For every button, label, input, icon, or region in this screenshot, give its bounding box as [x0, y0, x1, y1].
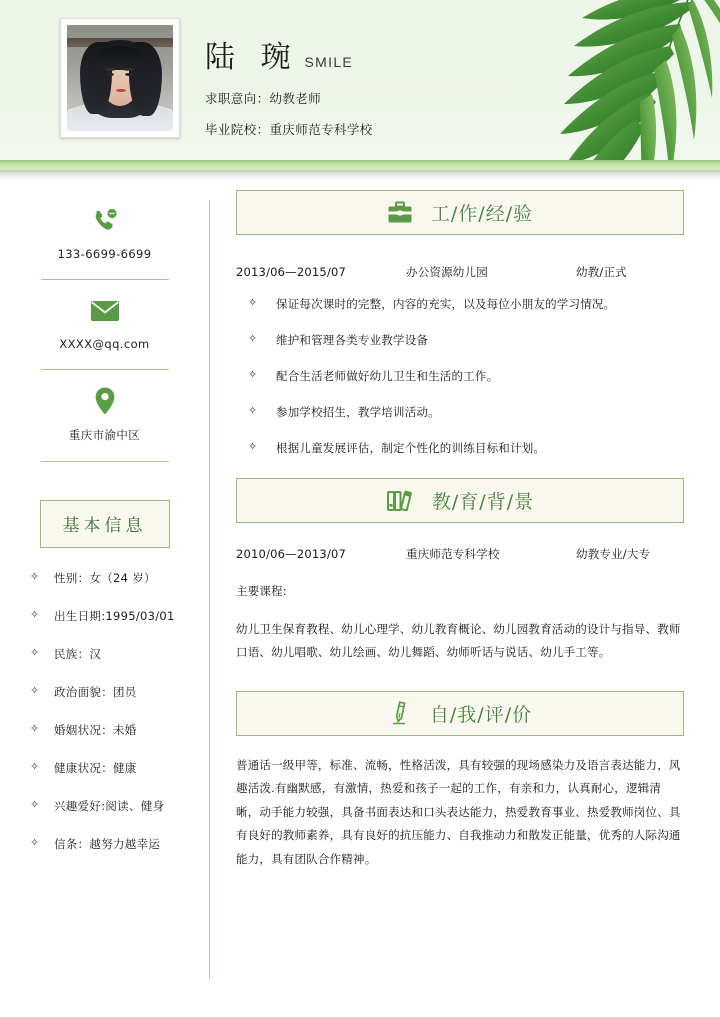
diamond-bullet-icon: ✧	[30, 722, 40, 735]
diamond-bullet-icon: ✧	[30, 836, 40, 849]
profile-photo-image	[67, 25, 173, 131]
briefcase-icon	[387, 201, 413, 225]
list-item	[248, 296, 684, 312]
envelope-icon	[0, 296, 209, 326]
list-item	[30, 608, 209, 624]
contact-location	[0, 370, 209, 457]
list-item	[30, 760, 209, 776]
diamond-bullet-icon: ✧	[248, 404, 258, 417]
candidate-name: 陆 琬	[205, 40, 299, 75]
candidate-name-english: SMILE	[304, 54, 354, 70]
main-content	[236, 190, 684, 872]
contact-phone	[0, 190, 209, 275]
diamond-bullet-icon: ✧	[30, 798, 40, 811]
education-school: 重庆师范专科学校	[406, 547, 500, 561]
education-entry-header	[236, 543, 684, 566]
self-evaluation-text: 普通话一级甲等，标准、流畅，性格活泼，具有较强的现场感染力及语言表达能力，风趣活泼.有幽默感，有激情，热爱和孩子一起的工作，有亲和力，认真耐心，逻辑清晰，动手能力较强，具备书面表达和口头表达能力，热爱教育事业、热爱教师岗位、具有良好的教师素养，具有良好的抗压能力、自我推动力和散发正能量，优秀的人际沟通能力，具有团队合作精神。	[236, 757, 681, 866]
diamond-bullet-icon: ✧	[248, 296, 258, 309]
education-major: 幼教专业/大专	[576, 547, 651, 561]
resume-header	[0, 0, 720, 160]
diamond-bullet-icon: ✧	[30, 684, 40, 697]
list-item	[30, 570, 209, 586]
work-bullet-text: 配合生活老师做好幼儿卫生和生活的工作。	[276, 369, 499, 383]
work-bullet-text: 保证每次课时的完整，内容的充实，以及每位小朋友的学习情况。	[276, 297, 616, 311]
phone-number: 133-6699-6699	[57, 247, 152, 261]
diamond-bullet-icon: ✧	[30, 570, 40, 583]
diamond-bullet-icon: ✧	[248, 440, 258, 453]
basic-info-value: 婚姻状况：未婚	[54, 723, 137, 737]
palm-leaf-decoration	[500, 0, 720, 160]
work-company: 办公资源幼儿园	[406, 265, 488, 279]
basic-info-list	[0, 570, 209, 852]
work-bullet-list	[236, 296, 684, 456]
work-role: 幼教/正式	[576, 265, 627, 279]
graduation-school: 毕业院校：重庆师范专科学校	[205, 122, 373, 137]
section-work-experience	[236, 190, 684, 456]
diamond-bullet-icon: ✧	[248, 368, 258, 381]
diamond-bullet-icon: ✧	[30, 760, 40, 773]
education-section-title: 教/育/背/景	[431, 491, 535, 513]
section-education	[236, 478, 684, 665]
contact-separator	[41, 461, 169, 462]
list-item	[248, 440, 684, 456]
work-section-title: 工/作/经/验	[430, 203, 534, 225]
basic-info-value: 性别：女（24 岁）	[54, 571, 156, 585]
basic-info-value: 民族：汉	[54, 647, 102, 661]
self-section-header	[236, 691, 684, 736]
diamond-bullet-icon: ✧	[248, 332, 258, 345]
basic-info-value: 兴趣爱好:阅读、健身	[54, 799, 165, 813]
list-item	[30, 836, 209, 852]
list-item	[248, 368, 684, 384]
location-text: 重庆市渝中区	[68, 428, 141, 442]
courses-text: 幼儿卫生保育教程、幼儿心理学、幼儿教育概论、幼儿园教育活动的设计与指导、教师口语、幼儿唱歌、幼儿绘画、幼儿舞蹈、幼师听话与说话、幼儿手工等。	[236, 621, 681, 660]
basic-info-title: 基本信息	[62, 516, 147, 536]
basic-info-value: 政治面貌：团员	[54, 685, 137, 699]
section-self-evaluation	[236, 691, 684, 872]
job-intent: 求职意向：幼教老师	[205, 91, 322, 106]
pencil-icon	[388, 700, 412, 726]
diamond-bullet-icon: ✧	[30, 646, 40, 659]
basic-info-value: 健康状况：健康	[54, 761, 137, 775]
list-item	[248, 404, 684, 420]
education-period: 2010/06—2013/07	[236, 547, 347, 561]
profile-photo	[60, 18, 180, 138]
list-item	[248, 332, 684, 348]
contact-email	[0, 280, 209, 365]
header-band	[0, 160, 720, 172]
education-section-header	[236, 478, 684, 523]
books-icon	[386, 489, 414, 513]
column-divider	[209, 200, 210, 980]
work-section-header	[236, 190, 684, 235]
self-section-title: 自/我/评/价	[429, 703, 533, 726]
work-entry-header	[236, 261, 684, 284]
header-band-shadow	[0, 172, 720, 181]
name-block	[205, 32, 373, 138]
work-bullet-text: 根据儿童发展评估，制定个性化的训练目标和计划。	[276, 441, 546, 455]
list-item	[30, 646, 209, 662]
basic-info-title-box	[40, 500, 170, 548]
phone-icon	[0, 206, 209, 236]
work-bullet-text: 参加学校招生，教学培训活动。	[276, 405, 440, 419]
location-pin-icon	[0, 386, 209, 416]
diamond-bullet-icon: ✧	[30, 608, 40, 621]
basic-info-value: 信条：越努力越幸运	[54, 837, 161, 851]
basic-info-value: 出生日期:1995/03/01	[54, 609, 175, 623]
email-address: XXXX@qq.com	[59, 337, 150, 351]
work-period: 2013/06—2015/07	[236, 265, 347, 279]
list-item	[30, 684, 209, 700]
work-bullet-text: 维护和管理各类专业教学设备	[276, 333, 429, 347]
courses-label: 主要课程:	[236, 584, 287, 598]
sidebar	[0, 190, 209, 874]
list-item	[30, 798, 209, 814]
list-item	[30, 722, 209, 738]
